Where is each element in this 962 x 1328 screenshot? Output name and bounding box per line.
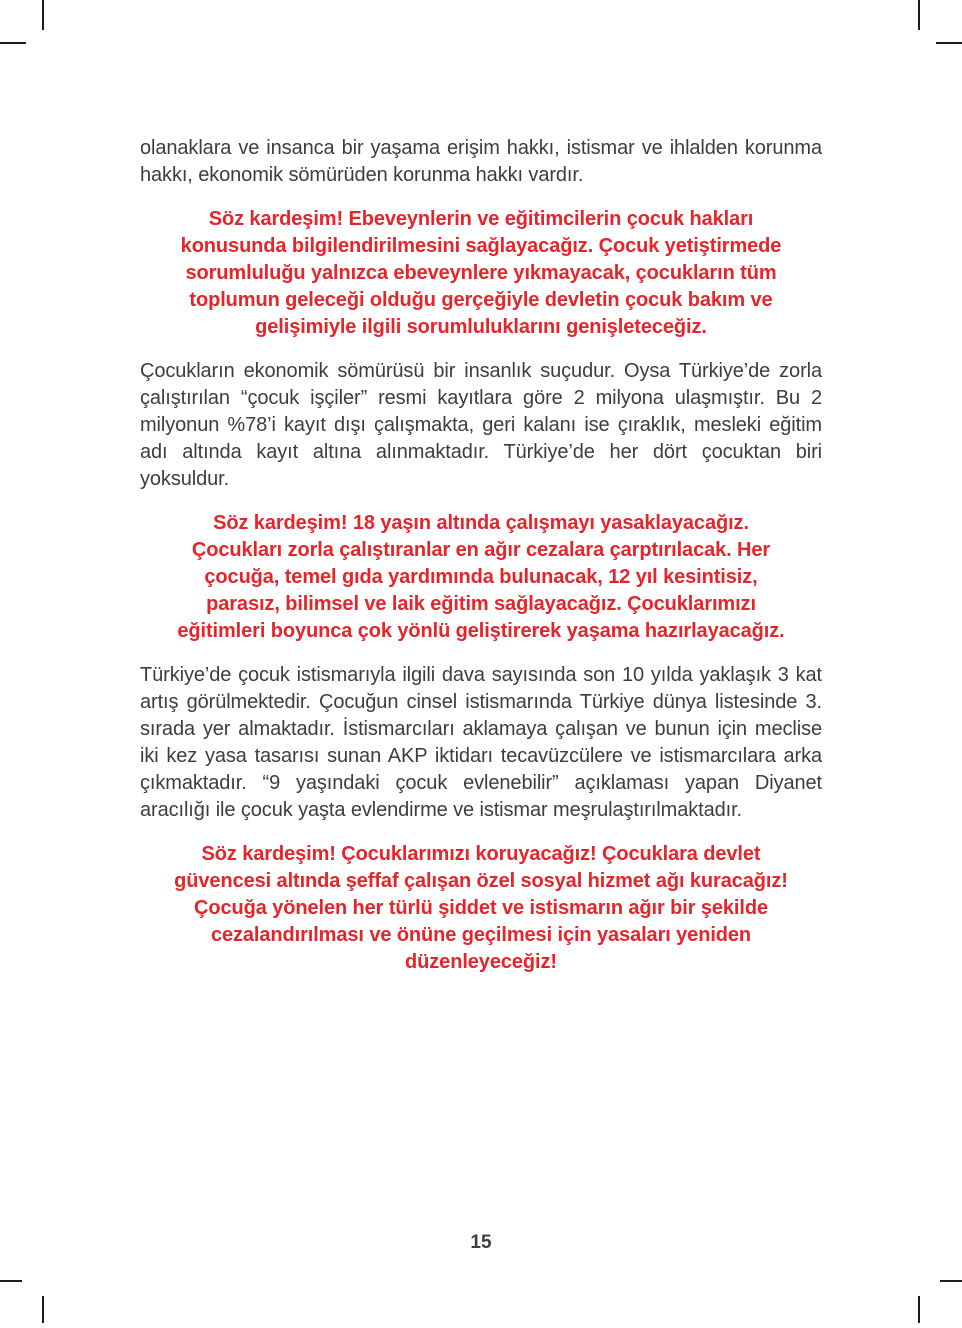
crop-mark-top-left-horizontal: [0, 42, 26, 44]
page-number: 15: [470, 1232, 492, 1253]
promise-paragraph-protect-children: Söz kardeşim! Çocuklarımızı koruyacağız! Çocuklara devlet güvencesi altında şeffaf çalışan özel sosyal hizmet ağı kuracağız! Çocuğa yönelen her türlü şiddet ve istismarın ağır bir şekilde cezalandırılması ve önüne geçilmesi için yasaları yeniden düzenleyeceğiz!: [174, 843, 788, 973]
crop-mark-bottom-left-vertical: [42, 1296, 44, 1323]
promise-paragraph-ban-child-labor: Söz kardeşim! 18 yaşın altında çalışmayı yasaklayacağız. Çocukları zorla çalıştıranlar en ağır cezalara çarptırılacak. Her çocuğa, temel gıda yardımında bulunacak, 12 yıl kesintisiz, parasız, bilimsel ve laik eğitim sağlayacağız. Çocuklarımızı eğitimleri boyunca çok yönlü geliştirerek yaşama hazırlayacağız.: [177, 512, 785, 642]
crop-mark-top-right-vertical: [918, 0, 920, 30]
promise-paragraph-parent-education: Söz kardeşim! Ebeveynlerin ve eğitimcilerin çocuk hakları konusunda bilgilendirilmesini sağlayacağız. Çocuk yetiştirmede sorumluluğu yalnızca ebeveynlere yıkmayacak, çocukların tüm toplumun geleceği olduğu gerçeğiyle devletin çocuk bakım ve gelişimiyle ilgili sorumluluklarını genişleteceğiz.: [180, 208, 782, 338]
crop-mark-bottom-right-horizontal: [940, 1280, 962, 1282]
body-paragraph-child-labor: Çocukların ekonomik sömürüsü bir insanlık suçudur. Oysa Türkiye’de zorla çalıştırılan “çocuk işçiler” resmi kayıtlara göre 2 milyona ulaşmıştır. Bu 2 milyonun %78’i kayıt dışı çalışmakta, geri kalanı ise çıraklık, mesleki eğitim adı altında kayıt altına alınmaktadır. Türkiye’de her dört çocuktan biri yoksuldur.: [140, 360, 822, 490]
body-paragraph-children-rights: olanaklara ve insanca bir yaşama erişim hakkı, istismar ve ihlalden korunma hakkı, ekonomik sömürüden korunma hakkı vardır.: [140, 137, 822, 186]
crop-mark-bottom-left-horizontal: [0, 1280, 22, 1282]
crop-mark-top-left-vertical: [42, 0, 44, 30]
body-paragraph-child-abuse: Türkiye’de çocuk istismarıyla ilgili dava sayısında son 10 yılda yaklaşık 3 kat artış görülmektedir. Çocuğun cinsel istismarında Türkiye dünya listesinde 3. sırada yer almaktadır. İstismarcıları aklamaya çalışan ve bunun için meclise iki kez yasa tasarısı sunan AKP iktidarı tecavüzcülere ve istismarcılara arka çıkmaktadır. “9 yaşındaki çocuk evlenebilir” açıklaması yapan Diyanet aracılığı ile çocuk yaşta evlendirme ve istismar meşrulaştırılmaktadır.: [140, 664, 822, 821]
text-column: [140, 135, 822, 993]
crop-mark-bottom-right-vertical: [918, 1296, 920, 1323]
crop-mark-top-right-horizontal: [936, 42, 962, 44]
